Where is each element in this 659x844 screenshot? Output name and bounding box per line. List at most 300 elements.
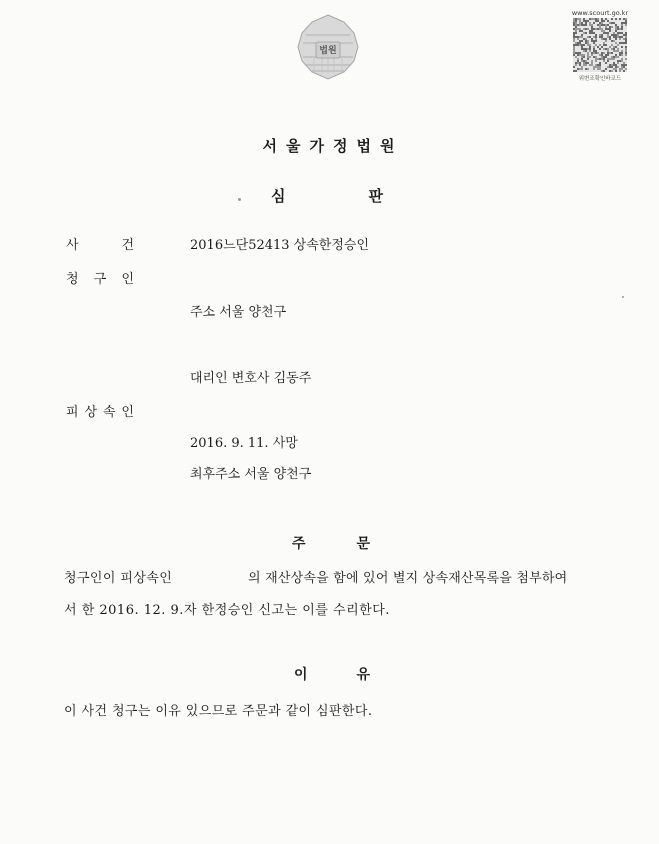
qr-module [609,66,611,68]
qr-module [611,64,613,66]
qr-module [593,66,595,68]
qr-module [617,28,619,30]
qr-module [575,62,577,64]
qr-module [623,70,625,72]
qr-module [589,24,591,26]
qr-module [601,56,603,58]
qr-module [585,40,587,42]
qr-module [599,26,601,28]
qr-module [605,26,607,28]
petitioner-label-char: 인 [121,272,134,287]
qr-module [579,22,581,24]
qr-module [595,64,597,66]
qr-module [621,26,623,28]
qr-module [573,44,575,46]
qr-module [583,54,585,56]
order-line-1-part-a: 청구인이 피상속인 [64,571,173,586]
qr-module [589,56,591,58]
qr-module [625,20,627,22]
qr-module [613,58,615,60]
decedent-label-char: 속 [102,405,116,420]
qr-module [573,40,575,42]
qr-module [573,34,575,36]
qr-module [615,66,617,68]
qr-module [611,18,613,20]
qr-module [591,54,593,56]
qr-module [619,38,621,40]
qr-module [597,66,599,68]
qr-module [617,60,619,62]
qr-module [573,54,575,56]
qr-module [605,48,607,50]
qr-module [625,22,627,24]
qr-module [625,64,627,66]
qr-module [625,46,627,48]
qr-module [585,28,587,30]
qr-module [625,34,627,36]
qr-module [601,54,603,56]
qr-module [575,24,577,26]
qr-module [609,28,611,30]
scan-speck [238,198,241,201]
qr-module [577,60,579,62]
qr-module [583,38,585,40]
qr-module [583,20,585,22]
qr-module [585,60,587,62]
qr-module [585,32,587,34]
qr-module [607,58,609,60]
qr-module [573,38,575,40]
qr-module [575,30,577,32]
qr-module [599,24,601,26]
qr-module [605,18,607,20]
qr-module [593,48,595,50]
qr-module [615,30,617,32]
qr-module [591,30,593,32]
qr-module [615,64,617,66]
qr-module [619,70,621,72]
qr-module [591,40,593,42]
reason-heading-char: 이 [294,667,308,683]
decedent-label-char: 인 [121,405,134,420]
court-seal-emblem [294,13,362,81]
qr-module [583,28,585,30]
qr-module [577,38,579,40]
qr-module [609,26,611,28]
qr-module [615,26,617,28]
qr-module [577,68,579,70]
qr-module [619,54,621,56]
qr-module [597,58,599,60]
qr-module [609,52,611,54]
qr-module [595,38,597,40]
qr-module [609,64,611,66]
document-type-char: 심 [271,187,286,205]
qr-module [579,44,581,46]
qr-module [607,54,609,56]
qr-module [585,68,587,70]
qr-module [587,42,589,44]
qr-module [603,42,605,44]
qr-module [611,52,613,54]
qr-module [621,36,623,38]
qr-module [593,50,595,52]
qr-module [589,32,591,34]
qr-module [573,22,575,24]
qr-module [595,18,597,20]
qr-module [609,36,611,38]
qr-module [575,36,577,38]
qr-module [625,50,627,52]
qr-module [591,28,593,30]
petitioner-label [66,268,134,287]
qr-url-text: www.scourt.go.kr [571,9,629,17]
qr-module [575,26,577,28]
qr-module [601,18,603,20]
qr-module [573,48,575,50]
order-heading-char: 주 [292,536,306,552]
qr-module [625,52,627,54]
qr-module [579,30,581,32]
qr-module [591,60,593,62]
qr-module [575,56,577,58]
qr-module [599,58,601,60]
qr-module [613,22,615,24]
qr-module [623,42,625,44]
qr-module [621,64,623,66]
qr-module [585,50,587,52]
qr-module [613,68,615,70]
qr-module [613,36,615,38]
qr-module [621,22,623,24]
qr-module [603,48,605,50]
qr-module [613,48,615,50]
reason-text: 이 사건 청구는 이유 있으므로 주문과 같이 심판한다. [64,704,373,719]
qr-module [579,52,581,54]
qr-module [617,44,619,46]
qr-module [615,18,617,20]
qr-module [595,58,597,60]
qr-module [591,64,593,66]
qr-module [601,38,603,40]
qr-module [607,24,609,26]
qr-caption-text: 위변조확인바코드 [578,76,622,82]
qr-module [577,44,579,46]
qr-module [597,64,599,66]
qr-module [615,68,617,70]
qr-module [599,22,601,24]
qr-module [577,18,579,20]
qr-module [607,28,609,30]
qr-module [615,54,617,56]
qr-module [591,38,593,40]
order-heading-char: 문 [356,536,370,552]
document-type-char: 판 [368,187,383,205]
qr-module [591,24,593,26]
qr-module [589,50,591,52]
qr-module [591,32,593,34]
qr-module [607,52,609,54]
qr-module [603,70,605,72]
qr-module [617,48,619,50]
petitioner-label-char: 구 [93,272,107,287]
scan-speck [622,296,624,298]
qr-module [619,18,621,20]
qr-module [583,60,585,62]
qr-module [621,68,623,70]
qr-module [601,30,603,32]
qr-module [615,28,617,30]
qr-module [621,54,623,56]
decedent-label-char: 상 [84,405,98,420]
qr-module [601,58,603,60]
qr-module [605,54,607,56]
qr-module [617,36,619,38]
qr-module [595,52,597,54]
qr-module [619,60,621,62]
case-label-char: 사 [66,238,79,253]
qr-module [575,64,577,66]
qr-module [579,24,581,26]
qr-module [599,62,601,64]
qr-module [623,66,625,68]
qr-module [599,28,601,30]
qr-module [597,52,599,54]
qr-module [573,70,575,72]
qr-module [587,58,589,60]
qr-module [615,24,617,26]
qr-module [573,46,575,48]
petitioner-label-char: 청 [66,272,79,287]
court-name-title [233,135,433,156]
qr-module [605,44,607,46]
qr-module [581,48,583,50]
qr-module [581,40,583,42]
qr-module [611,70,613,72]
qr-module [611,58,613,60]
qr-module [599,36,601,38]
qr-module [611,22,613,24]
qr-module [625,68,627,70]
qr-module [625,32,627,34]
petitioner-address: 주소 서울 양천구 [190,305,287,320]
qr-module [617,56,619,58]
qr-module [581,30,583,32]
qr-module [609,58,611,60]
qr-module [599,44,601,46]
qr-module [611,26,613,28]
qr-module [595,40,597,42]
qr-module [575,32,577,34]
qr-module [623,18,625,20]
qr-module [581,22,583,24]
qr-code-icon [573,18,627,72]
qr-module [619,52,621,54]
qr-module [581,66,583,68]
qr-module [577,28,579,30]
decedent-death-date: 2016. 9. 11. 사망 [190,436,298,451]
qr-module [603,30,605,32]
qr-module [599,68,601,70]
qr-module [585,22,587,24]
qr-module [603,58,605,60]
qr-module [573,66,575,68]
qr-module [583,44,585,46]
qr-module [619,28,621,30]
qr-module [599,64,601,66]
qr-module [597,28,599,30]
qr-module [585,38,587,40]
qr-module [605,68,607,70]
reason-heading-char: 유 [356,667,370,683]
qr-module [579,28,581,30]
qr-module [591,62,593,64]
qr-module [589,48,591,50]
qr-module [579,20,581,22]
qr-module [575,18,577,20]
qr-module [593,32,595,34]
qr-module [577,62,579,64]
qr-module [587,54,589,56]
qr-module [597,24,599,26]
qr-module [595,60,597,62]
qr-module [607,36,609,38]
qr-module [593,42,595,44]
qr-module [609,38,611,40]
qr-module [617,26,619,28]
qr-module [615,42,617,44]
qr-module [597,46,599,48]
qr-module [607,20,609,22]
qr-module [623,34,625,36]
qr-module [597,68,599,70]
qr-module [579,18,581,20]
qr-module [583,48,585,50]
qr-module [583,32,585,34]
qr-module [619,36,621,38]
qr-module [625,58,627,60]
qr-module [589,18,591,20]
qr-module [581,60,583,62]
qr-module [613,34,615,36]
qr-module [599,54,601,56]
qr-module [579,36,581,38]
decedent-label-char: 피 [66,405,79,420]
qr-module [595,28,597,30]
qr-module [577,36,579,38]
qr-module [591,52,593,54]
qr-module [607,32,609,34]
court-name-text: 서울가정법원 [262,137,404,155]
qr-module [621,52,623,54]
qr-module [603,52,605,54]
qr-module [575,44,577,46]
qr-module [583,62,585,64]
qr-module [587,44,589,46]
qr-module [593,46,595,48]
qr-module [587,28,589,30]
qr-module [597,20,599,22]
order-line-2: 서 한 2016. 12. 9.자 한정승인 신고는 이를 수리한다. [64,603,390,618]
qr-module [585,48,587,50]
order-line-1-part-b: 의 재산상속을 함에 있어 별지 상속재산목록을 첨부하여 [248,571,568,586]
qr-module [581,56,583,58]
qr-module [591,26,593,28]
qr-module [615,70,617,72]
qr-module [613,64,615,66]
qr-module [581,24,583,26]
qr-module [581,44,583,46]
qr-module [615,38,617,40]
qr-module [589,22,591,24]
qr-module [621,28,623,30]
qr-module [593,40,595,42]
qr-module [581,58,583,60]
qr-module [587,48,589,50]
qr-module [601,36,603,38]
qr-module [589,64,591,66]
qr-module [579,40,581,42]
qr-module [587,36,589,38]
qr-module [605,28,607,30]
qr-module [615,46,617,48]
qr-module [579,64,581,66]
qr-module [587,52,589,54]
qr-module [587,40,589,42]
qr-module [603,20,605,22]
qr-module [589,46,591,48]
qr-module [625,40,627,42]
qr-module [613,40,615,42]
qr-module [595,44,597,46]
qr-module [589,30,591,32]
qr-module [573,36,575,38]
qr-module [613,50,615,52]
qr-module [575,70,577,72]
order-heading [292,533,370,553]
qr-module [623,38,625,40]
qr-module [579,42,581,44]
qr-module [595,36,597,38]
case-label-char: 건 [121,238,134,253]
case-label [66,234,134,253]
qr-module [587,20,589,22]
qr-module [615,34,617,36]
qr-module [601,46,603,48]
qr-module [611,66,613,68]
qr-module [587,56,589,58]
qr-module [575,42,577,44]
qr-module [605,24,607,26]
qr-module [617,62,619,64]
qr-module [573,52,575,54]
qr-module [579,62,581,64]
qr-module [585,24,587,26]
qr-module [621,50,623,52]
qr-module [595,66,597,68]
qr-module [603,24,605,26]
decedent-label [66,401,134,420]
qr-module [577,58,579,60]
qr-module [611,56,613,58]
qr-module [573,24,575,26]
qr-module [573,18,575,20]
qr-module [609,22,611,24]
qr-module [615,56,617,58]
qr-module [609,70,611,72]
qr-module [575,52,577,54]
qr-module [619,42,621,44]
